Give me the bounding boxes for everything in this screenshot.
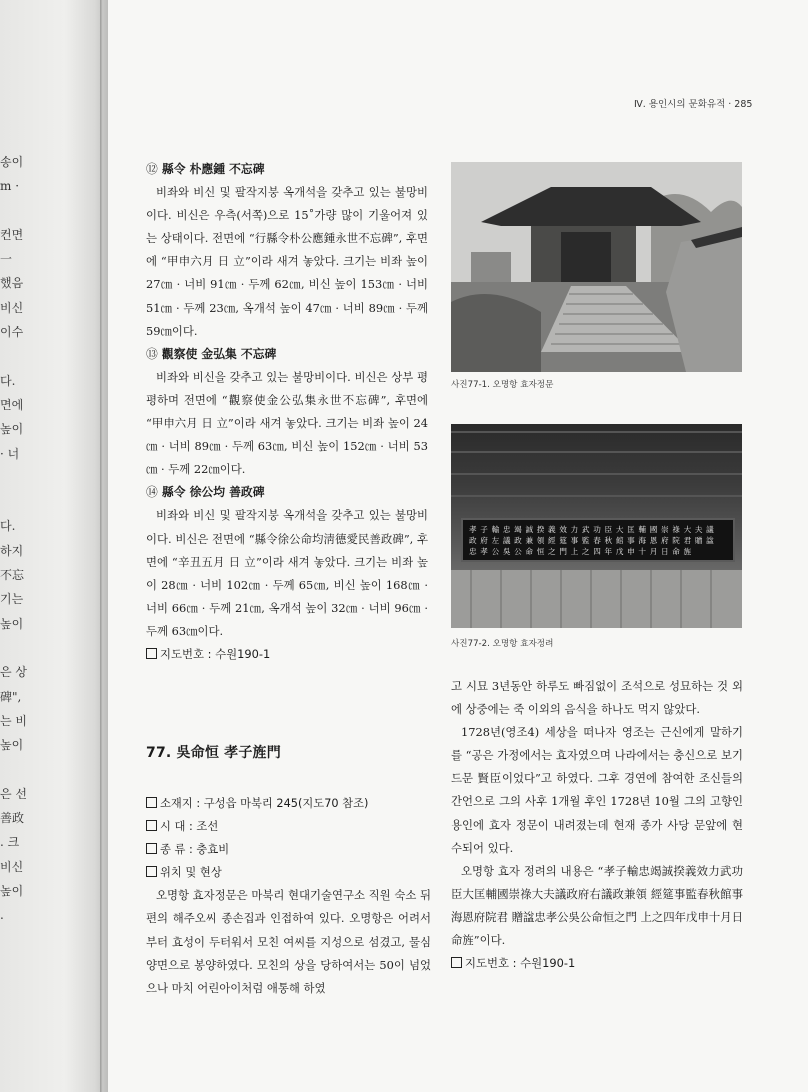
prev-page-fragment: · 너 (0, 446, 20, 461)
prev-page-fragment (0, 199, 40, 223)
item-13-number: ⑬ (146, 346, 158, 361)
prev-page-fragment (0, 757, 40, 781)
checkbox-square-icon (146, 648, 157, 659)
prev-page-fragment (0, 490, 40, 514)
photo-filial-plaque (451, 424, 742, 628)
prev-page-fragment: 컨면 (0, 227, 24, 242)
info-label: 소재지 (160, 797, 193, 810)
prev-page-fragment: 善政 (0, 811, 25, 826)
item-12-number: ⑫ (146, 162, 158, 176)
prev-page-fragment: 는 비 (0, 713, 27, 728)
info-label: 종 류 (160, 843, 186, 857)
prev-page-fragment: 높이 (0, 883, 24, 898)
info-row-era: 시 대 : 조선 (146, 815, 431, 838)
map-reference-right (451, 952, 743, 975)
item-13-body: 비좌와 비신을 갖추고 있는 불망비이다. 비신은 상부 평평하며 전면에 “觀察使金公弘集永世不忘碑”, 후면에 “甲申六月 日 立”이라 새겨 놓았다. 크기는 비좌 높이 24㎝ · 너비 89㎝ · 두께 63㎝, 비신 높이 152㎝ · 너비 53㎝ · 두께 22㎝이다. (146, 369, 428, 477)
prev-page-fragment: 높이 (0, 616, 24, 631)
prev-page-fragment: . (0, 908, 4, 923)
prev-page-fragment: 기는 (0, 592, 24, 607)
info-row-status (146, 861, 431, 884)
prev-page-fragment (0, 466, 40, 490)
photo-filial-gate (451, 162, 742, 372)
item-12-heading (146, 158, 428, 181)
prev-page-fragment: 높이 (0, 422, 24, 437)
item-14-body: 비좌와 비신 및 팔작지붕 옥개석을 갖추고 있는 불망비이다. 비신은 전면에 “縣令徐公命均淸德愛民善政碑”, 후면에 “辛丑五月 日 立”이라 새겨 놓았다. 크기는 비좌 높이 28㎝ · 너비 102㎝ · 두께 65㎝, 비신 높이 168㎝ · 너비 66㎝ · 두께 21㎝, 옥개석 높이 32㎝ · 너비 96㎝ · 두께 63㎝이다. (146, 508, 428, 638)
right-para-1: 고 시묘 3년동안 하루도 빠짐없이 조석으로 성묘하는 것 외에 상중에는 죽 이외의 음식을 하나도 먹지 않았다. (451, 679, 743, 717)
item-14-title: 縣令 徐公均 善政碑 (161, 485, 265, 500)
prev-page-fragment: 不忘 (0, 568, 25, 583)
info-value: 구성읍 마북리 245(지도70 참조) (203, 797, 369, 810)
prev-page-fragment (0, 636, 40, 660)
map-reference-right-text: 지도번호 : 수원190-1 (465, 956, 576, 971)
prev-page-fragment: 면에 (0, 397, 24, 412)
section-77-title: 77. 吳命恒 孝子旌門 (146, 745, 281, 761)
info-value: 충효비 (196, 843, 230, 857)
item-13-heading (146, 343, 428, 366)
prev-page-fragment: 다. (0, 373, 16, 388)
gate-illustration (451, 162, 742, 372)
left-column (146, 158, 428, 666)
checkbox-square-icon (146, 820, 157, 831)
right-column (451, 675, 743, 975)
map-reference-left (146, 643, 428, 666)
right-para-3: 오명항 효자 정려의 내용은 “孝子輸忠竭誠揆義效力武功臣大匡輔國崇祿大夫議政府右議政兼領 經筵事監春秋館事 海恩府院君 贈諡忠孝公吳公命恒之門 上之四年戊申十月日 命旌”이다. (451, 863, 744, 948)
prev-page-fragment: . 크 (0, 835, 20, 850)
photo-1-caption: 사진77-1. 오명항 효자정문 (451, 380, 554, 390)
running-head: Ⅳ. 용인시의 문화유적 · 285 (634, 99, 753, 110)
checkbox-square-icon (451, 957, 462, 968)
item-12-title: 縣令 朴應鍾 不忘碑 (161, 162, 265, 176)
prev-page-fragment: 비신 (0, 859, 24, 874)
plaque-board (461, 518, 735, 562)
prev-page-fragment (0, 344, 40, 368)
item-13-title: 觀察使 金弘集 不忘碑 (161, 346, 277, 361)
info-row-type: 종 류 : 충효비 (146, 838, 431, 861)
prev-page-fragment: 은 선 (0, 786, 27, 801)
map-reference-left-text: 지도번호 : 수원190-1 (160, 646, 271, 661)
photo-2-caption: 사진77-2. 오명항 효자정려 (451, 639, 554, 649)
item-12-body: 비좌와 비신 및 팔작지붕 옥개석을 갖추고 있는 불망비이다. 비신은 우측(서쪽)으로 15˚가량 많이 기울어져 있는 상태이다. 전면에 “行縣令朴公應鍾永世不忘碑”, 후면에 “甲申六月 日 立”이라 새겨 놓았다. 크기는 비좌 높이 27㎝ · 너비 91㎝ · 두께 62㎝, 비신 높이 153㎝ · 너비 51㎝ · 두께 23㎝, 옥개석 높이 47㎝ · 너비 89㎝ · 두께 59㎝이다. (146, 185, 428, 338)
info-row-location: 소재지 : 구성읍 마북리 245(지도70 참조) (146, 792, 431, 815)
section-77-body: 오명항 효자정문은 마북리 현대기술연구소 직원 숙소 뒤편의 해주오씨 종손집과 인접하여 있다. 오명항은 어려서부터 효성이 두터워서 모친 여씨를 지성으로 섬겼고, 물심양면으로 봉양하였다. 모친의 상을 당하여서는 50이 넘었으나 마치 어린아이처럼 애통해 하였 (146, 888, 431, 995)
previous-page-text (0, 150, 40, 928)
checkbox-square-icon (146, 866, 157, 877)
section-77-info (146, 792, 431, 1000)
prev-page-fragment: 하지 (0, 543, 24, 558)
item-14-heading (146, 481, 428, 504)
prev-page-fragment: 비신 (0, 300, 24, 315)
right-para-2: 1728년(영조4) 세상을 떠나자 영조는 근신에게 말하기를 “공은 가정에서는 효자였으며 나라에서는 충신으로 보기드문 賢臣이었다”고 하였다. 그후 경연에 참여한 조신들의 간언으로 그의 사후 1개월 후인 1728년 10월 그의 고향인 용인에 효자 정문이 내려졌는데 현재 종가 사당 문앞에 현수되어 있다. (451, 725, 743, 855)
info-value: 조선 (196, 820, 219, 834)
checkbox-square-icon (146, 843, 157, 854)
plaque-inscription: 孝子輸忠竭誠揆義效力武功臣大匡輔國崇祿大夫議政府左議政兼領經筵事監春秋館事海恩府院君贈諡忠孝公吳公命恒之門上之四年戊申十月日命旌 (469, 525, 718, 556)
prev-page-fragment: 이수 (0, 325, 24, 340)
prev-page-fragment: 一 (0, 252, 13, 267)
info-label: 시 대 (160, 820, 186, 834)
prev-page-fragment: 은 상 (0, 665, 27, 680)
prev-page-fragment: 碑", (0, 689, 22, 704)
book-gutter (100, 0, 103, 1092)
item-14-number: ⑭ (146, 485, 158, 500)
prev-page-fragment: 다. (0, 519, 16, 534)
prev-page-fragment: 높이 (0, 738, 24, 753)
info-label: 위치 및 현상 (160, 866, 222, 880)
prev-page-fragment: 했음 (0, 276, 24, 291)
checkbox-square-icon (146, 797, 157, 808)
prev-page-fragment: m · (0, 179, 20, 194)
prev-page-fragment: 송이 (0, 155, 24, 169)
